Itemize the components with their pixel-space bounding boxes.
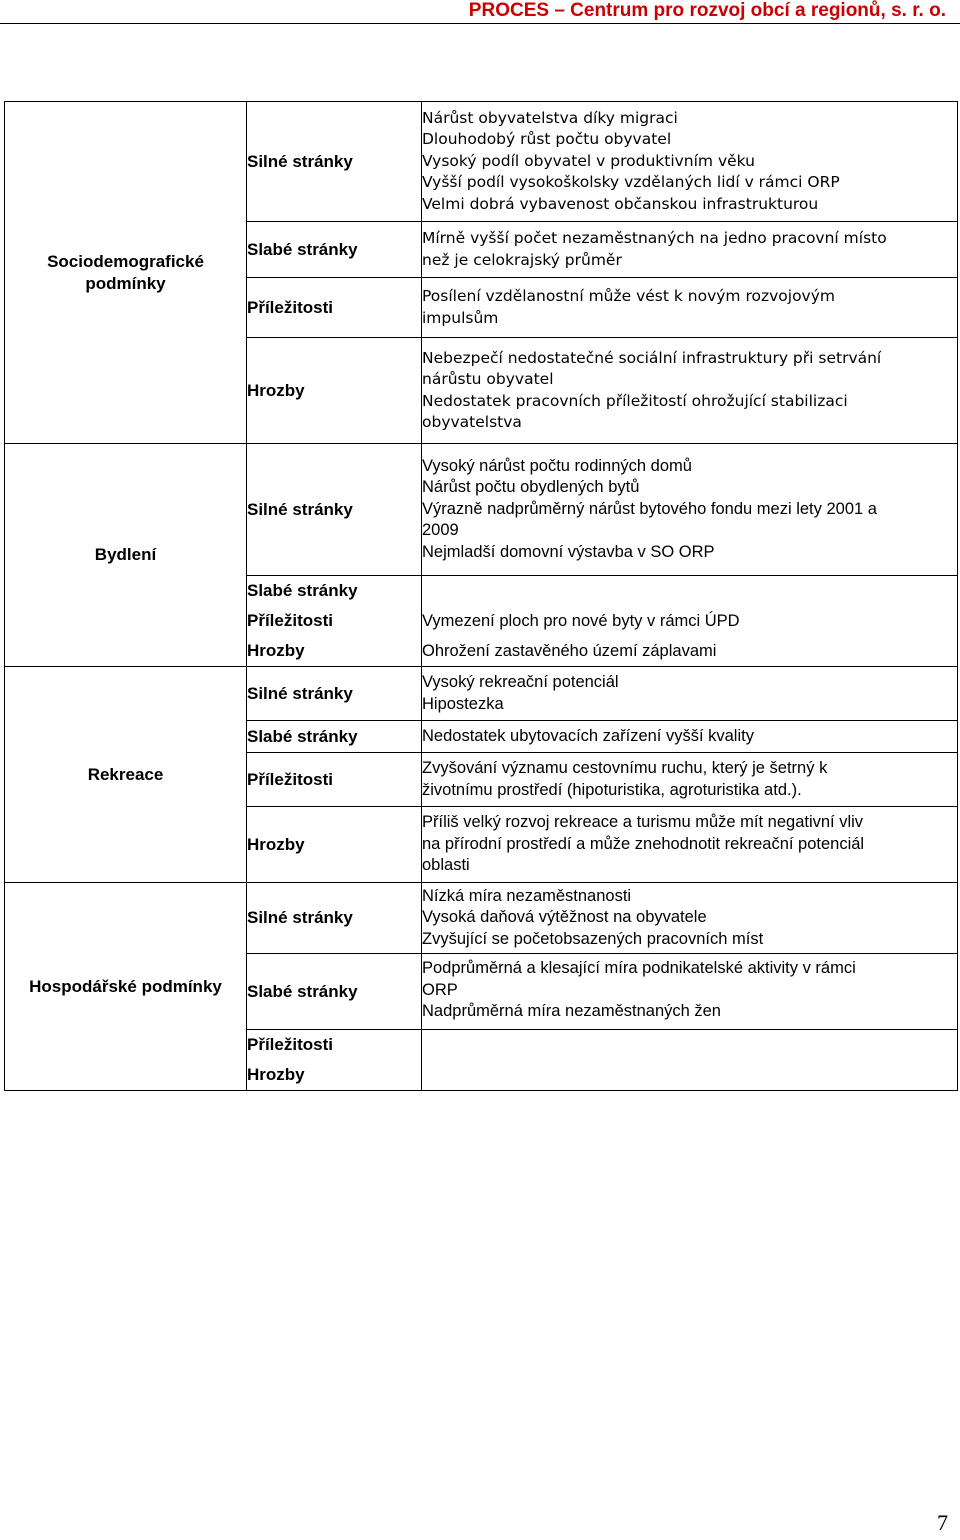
- label-weaknesses: Slabé stránky: [247, 721, 422, 753]
- list-item: Nejmladší domovní výstavba v SO ORP: [422, 542, 715, 561]
- section-name-economy: Hospodářské podmínky: [5, 883, 247, 1091]
- label-opportunities: Příležitosti: [247, 611, 333, 630]
- list-item: Mírně vyšší počet nezaměstnaných na jedno pracovní místo: [422, 229, 887, 247]
- label-threats: Hrozby: [247, 338, 422, 444]
- list-item: Posílení vzdělanostní může vést k novým rozvojovým: [422, 287, 835, 305]
- list-item: oblasti: [422, 856, 470, 875]
- socio-strengths: [422, 102, 958, 222]
- list-item: Nedostatek pracovních příležitostí ohrožující stabilizaci: [422, 391, 848, 410]
- list-item: Výrazně nadprůměrný nárůst bytového fondu mezi lety 2001 a: [422, 499, 877, 518]
- economy-labels: [247, 1030, 422, 1091]
- recreation-opportunities: [422, 753, 958, 807]
- list-item: Zvyšování významu cestovnímu ruchu, který je šetrný k: [422, 759, 828, 777]
- swot-table: [4, 101, 958, 1091]
- list-item: Ohrožení zastavěného území záplavami: [422, 642, 717, 660]
- label-threats: Hrozby: [247, 641, 305, 660]
- list-item: Vyšší podíl vysokoškolsky vzdělaných lidí v rámci ORP: [422, 173, 840, 192]
- list-item: 2009: [422, 521, 459, 540]
- table-row: [5, 102, 958, 222]
- header-rule: [0, 23, 960, 24]
- housing-labels: [247, 576, 422, 667]
- section-name-housing: Bydlení: [5, 444, 247, 667]
- list-item: Vysoký nárůst počtu rodinných domů: [422, 456, 692, 475]
- economy-strengths: [422, 883, 958, 954]
- label-weaknesses: Slabé stránky: [247, 222, 422, 278]
- page-number: 7: [937, 1510, 948, 1535]
- list-item: Velmi dobrá vybavenost občanskou infrastrukturou: [422, 194, 819, 213]
- recreation-weaknesses: [422, 721, 958, 753]
- list-item: Vysoký podíl obyvatel v produktivním věku: [422, 151, 755, 170]
- list-item: Nadprůměrná míra nezaměstnaných žen: [422, 1002, 721, 1020]
- label-strengths: Silné stránky: [247, 102, 422, 222]
- list-item: Zvyšující se početobsazených pracovních míst: [422, 929, 764, 948]
- list-item: Podprůměrná a klesající míra podnikatelské aktivity v rámci: [422, 959, 856, 977]
- section-name-socio: Sociodemografické podmínky: [5, 102, 247, 444]
- label-opportunities: Příležitosti: [247, 278, 422, 338]
- list-item: Příliš velký rozvoj rekreace a turismu může mít negativní vliv: [422, 813, 864, 832]
- housing-weaknesses-empty: [422, 576, 957, 606]
- economy-empty: [422, 1030, 958, 1091]
- table-row: [5, 883, 958, 954]
- list-item: Hipostezka: [422, 694, 504, 713]
- list-item: Nebezpečí nedostatečné sociální infrastruktury při setrvání: [422, 348, 882, 367]
- label-opportunities: Příležitosti: [247, 753, 422, 807]
- housing-opps-threats: [422, 576, 958, 667]
- socio-threats: [422, 338, 958, 444]
- label-strengths: Silné stránky: [247, 444, 422, 576]
- section-name-recreation: Rekreace: [5, 667, 247, 883]
- list-item: impulsům: [422, 308, 499, 327]
- list-item: Nárůst počtu obydlených bytů: [422, 478, 640, 497]
- label-opportunities: Příležitosti: [247, 1035, 333, 1054]
- socio-weaknesses: [422, 222, 958, 278]
- list-item: Nárůst obyvatelstva díky migraci: [422, 108, 678, 127]
- housing-strengths: [422, 444, 958, 576]
- list-item: ORP: [422, 980, 458, 999]
- label-strengths: Silné stránky: [247, 883, 422, 954]
- recreation-threats: [422, 807, 958, 883]
- recreation-strengths: [422, 667, 958, 721]
- label-strengths: Silné stránky: [247, 667, 422, 721]
- list-item: Vysoký rekreační potenciál: [422, 673, 619, 691]
- label-weaknesses: Slabé stránky: [247, 954, 422, 1030]
- label-threats: Hrozby: [247, 807, 422, 883]
- list-item: životnímu prostředí (hipoturistika, agroturistika atd.).: [422, 780, 802, 799]
- table-row: [5, 667, 958, 721]
- list-item: Dlouhodobý růst počtu obyvatel: [422, 130, 672, 149]
- list-item: obyvatelstva: [422, 413, 522, 431]
- list-item: Vysoká daňová výtěžnost na obyvatele: [422, 908, 707, 927]
- label-weaknesses: Slabé stránky: [247, 581, 358, 600]
- list-item: nárůstu obyvatel: [422, 370, 554, 388]
- socio-opportunities: [422, 278, 958, 338]
- list-item: než je celokrajský průměr: [422, 250, 622, 269]
- label-threats: Hrozby: [247, 1065, 305, 1084]
- list-item: Nedostatek ubytovacích zařízení vyšší kvality: [422, 726, 754, 745]
- table-row: [5, 444, 958, 576]
- list-item: na přírodní prostředí a může znehodnotit rekreační potenciál: [422, 834, 865, 853]
- economy-weaknesses: [422, 954, 958, 1030]
- list-item: Nízká míra nezaměstnanosti: [422, 886, 632, 905]
- list-item: Vymezení ploch pro nové byty v rámci ÚPD: [422, 612, 740, 630]
- document-header: PROCES – Centrum pro rozvoj obcí a regionů, s. r. o.: [468, 0, 946, 21]
